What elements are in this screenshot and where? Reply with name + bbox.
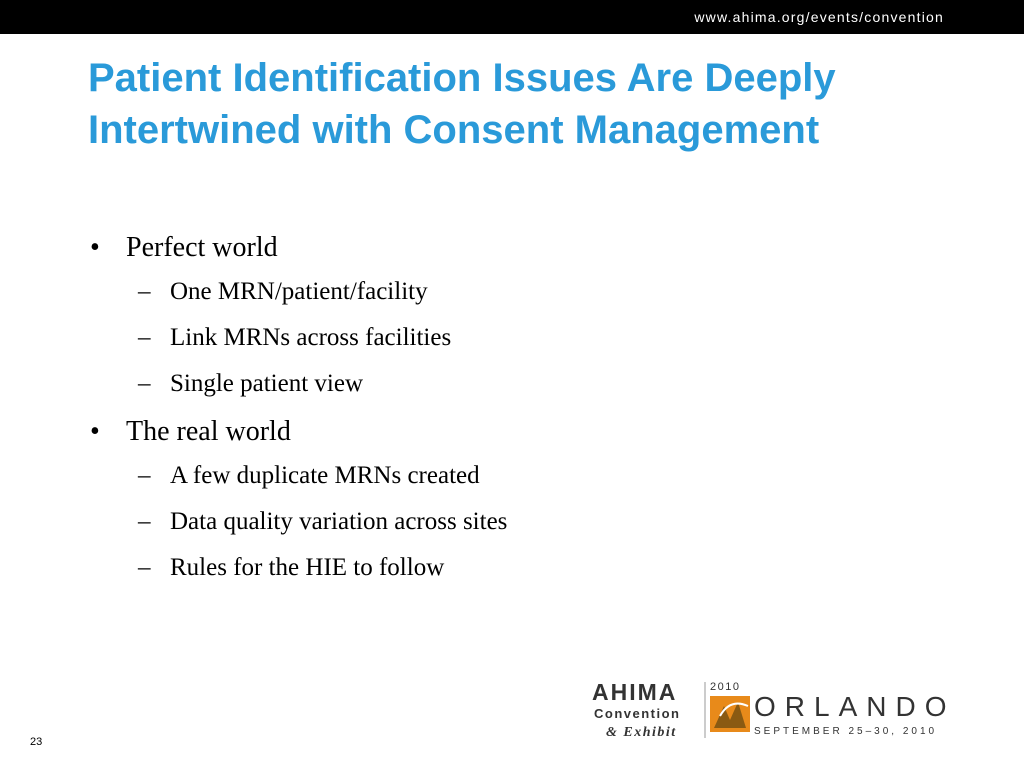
dash-icon: – xyxy=(138,508,151,535)
dash-icon: – xyxy=(138,324,151,351)
bullet-icon: • xyxy=(90,232,100,263)
convention-url: www.ahima.org/events/convention xyxy=(694,9,944,25)
logo-ahima-text: AHIMA xyxy=(592,679,678,705)
bullet-item xyxy=(86,228,846,268)
bullet-icon: • xyxy=(90,416,100,447)
logo-exhibit-text: & Exhibit xyxy=(606,725,677,740)
logo-year-text: 2010 xyxy=(710,681,741,693)
bullet-item xyxy=(86,412,846,452)
sub-bullet-text: Single patient view xyxy=(170,370,364,397)
dash-icon: – xyxy=(138,278,151,305)
palm-leaf-icon xyxy=(710,696,750,732)
bullet-text: The real world xyxy=(126,416,291,447)
top-bar xyxy=(0,0,1024,34)
title-line-1: Patient Identification Issues Are Deeply xyxy=(88,56,836,100)
sub-bullet-text: Data quality variation across sites xyxy=(170,508,508,535)
bullet-text: Perfect world xyxy=(126,232,278,263)
sub-bullet-item xyxy=(86,504,846,540)
ahima-convention-logo xyxy=(590,676,970,746)
dash-icon: – xyxy=(138,370,151,397)
logo-city-text: ORLANDO xyxy=(754,691,956,722)
sub-bullet-text: One MRN/patient/facility xyxy=(170,278,428,305)
sub-bullet-item xyxy=(86,550,846,586)
sub-bullet-item xyxy=(86,320,846,356)
sub-bullet-item xyxy=(86,274,846,310)
logo-dates-text: SEPTEMBER 25–30, 2010 xyxy=(754,726,938,737)
dash-icon: – xyxy=(138,554,151,581)
slide-title xyxy=(88,52,988,156)
sub-bullet-text: Rules for the HIE to follow xyxy=(170,554,445,581)
dash-icon: – xyxy=(138,462,151,489)
logo-convention-text: Convention xyxy=(594,706,681,721)
sub-bullet-text: A few duplicate MRNs created xyxy=(170,462,480,489)
sub-bullet-item xyxy=(86,366,846,402)
sub-bullet-text: Link MRNs across facilities xyxy=(170,324,452,351)
sub-bullet-item xyxy=(86,458,846,494)
page-number: 23 xyxy=(30,736,43,748)
bullet-list xyxy=(86,228,846,596)
title-line-2: Intertwined with Consent Management xyxy=(88,108,820,152)
